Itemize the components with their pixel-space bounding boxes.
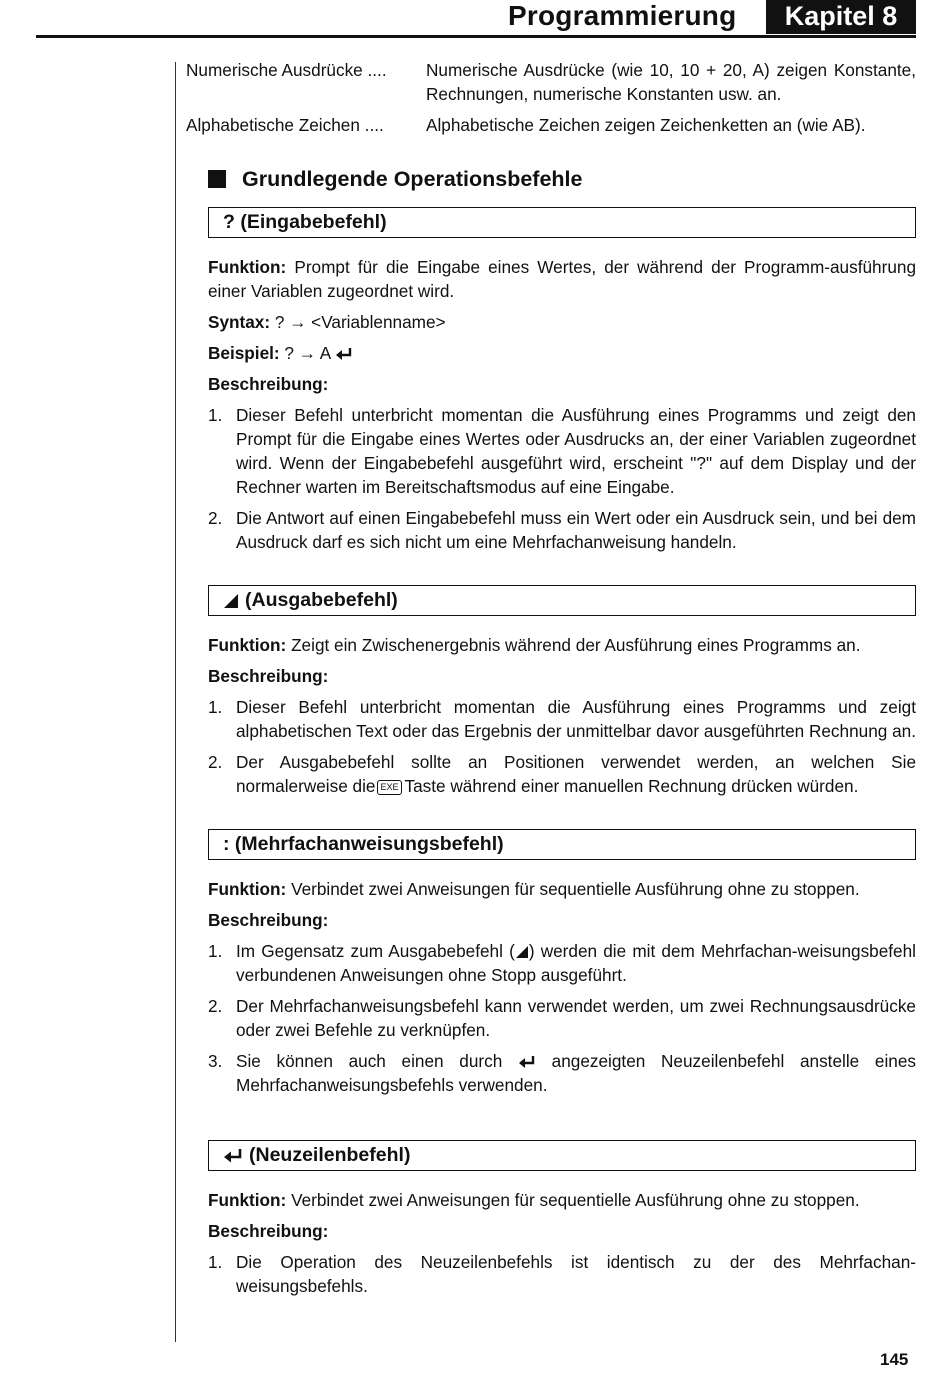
command-title-box bbox=[208, 829, 916, 860]
item-number: 1. bbox=[208, 1252, 223, 1272]
section-heading bbox=[208, 167, 916, 191]
item-text: Der Mehrfachanweisungsbefehl kann verwendet werden, um zwei Rechnungsausdrücke oder zwei Befehle zu verknüpfen. bbox=[236, 996, 916, 1040]
list-item bbox=[208, 695, 916, 743]
example-line bbox=[208, 341, 916, 365]
function-line bbox=[208, 633, 916, 657]
item-text-part: Sie können auch einen durch bbox=[236, 1051, 503, 1071]
item-number: 2. bbox=[208, 996, 223, 1016]
definition-term: Numerische Ausdrücke .... bbox=[186, 60, 387, 80]
definition-row bbox=[186, 58, 916, 106]
list-item bbox=[208, 1049, 916, 1097]
definition-desc: Numerische Ausdrücke (wie 10, 10 + 20, A) zeigen Konstante, Rechnungen, numerische Konstanten usw. an. bbox=[426, 60, 916, 104]
function-text: Verbindet zwei Anweisungen für sequentielle Ausführung ohne zu stoppen. bbox=[291, 879, 860, 899]
description-label: Beschreibung: bbox=[208, 1221, 329, 1241]
syntax-label: Syntax: bbox=[208, 312, 271, 332]
function-text: Verbindet zwei Anweisungen für sequentielle Ausführung ohne zu stoppen. bbox=[291, 1190, 860, 1210]
function-label: Funktion: bbox=[208, 879, 287, 899]
function-text: Zeigt ein Zwischenergebnis während der Ausführung eines Programms an. bbox=[291, 635, 861, 655]
function-line bbox=[208, 877, 916, 901]
list-item bbox=[208, 994, 916, 1042]
function-text: Prompt für die Eingabe eines Wertes, der während der Programm-ausführung einer Variablen zugeordnet wird. bbox=[208, 257, 916, 301]
item-text: Die Antwort auf einen Eingabebefehl muss ein Wert oder ein Ausdruck sein, und bei dem Ausdruck darf es sich nicht um eine Mehrfachanweisung handeln. bbox=[236, 508, 916, 552]
newline-return-icon bbox=[335, 347, 353, 361]
syntax-line bbox=[208, 310, 916, 334]
chapter-badge: Kapitel 8 bbox=[766, 0, 916, 34]
header-rule bbox=[36, 35, 916, 38]
header-title: Programmierung bbox=[508, 0, 737, 31]
description-label: Beschreibung: bbox=[208, 910, 329, 930]
item-number: 1. bbox=[208, 941, 223, 961]
description-list bbox=[208, 695, 916, 798]
command-title: : (Mehrfachanweisungsbefehl) bbox=[223, 833, 504, 855]
item-text: Dieser Befehl unterbricht momentan die Ausführung eines Programms und zeigt den Prompt für die Eingabe eines Wertes oder Ausdrucks an, der einer Variablen zugeordnet wird. Wenn der Eingabebefehl ausgeführt wird, erscheint "?" auf dem Display und der Rechner warten im Bereitschaftsmodus auf eine Eingabe. bbox=[236, 405, 916, 497]
square-bullet-icon bbox=[208, 170, 226, 188]
description-list bbox=[208, 1250, 916, 1298]
function-label: Funktion: bbox=[208, 635, 287, 655]
item-text bbox=[236, 939, 916, 987]
definition-row bbox=[186, 113, 916, 137]
newline-return-icon bbox=[518, 1055, 536, 1069]
list-item bbox=[208, 1250, 916, 1298]
list-item bbox=[208, 939, 916, 987]
multi-command-section bbox=[208, 829, 916, 1097]
item-text-part: Der Ausgabebefehl sollte an Positionen verwendet werden, an welchen Sie normalerweise die bbox=[236, 752, 916, 796]
item-text: Dieser Befehl unterbricht momentan die Ausführung eines Programms und zeigt alphabetischen Text oder das Ergebnis der unmittelbar davor ausgeführten Rechnung an. bbox=[236, 697, 916, 741]
exe-key-icon: EXE bbox=[377, 780, 401, 795]
command-title-box bbox=[208, 207, 916, 238]
item-text-part: Taste während einer manuellen Rechnung drücken würden. bbox=[404, 776, 859, 796]
item-text-part: angezeigten Neuzeilenbefehl anstelle eines Mehrfachanweisungsbefehls verwenden. bbox=[236, 1051, 916, 1095]
description-label: Beschreibung: bbox=[208, 666, 329, 686]
syntax-text: ? → <Variablenname> bbox=[274, 312, 446, 332]
example-label: Beispiel: bbox=[208, 343, 280, 363]
command-title: (Ausgabebefehl) bbox=[245, 589, 398, 611]
item-text bbox=[236, 750, 916, 798]
item-number: 2. bbox=[208, 508, 223, 528]
item-text: Die Operation des Neuzeilenbefehls ist identisch zu der des Mehrfachan-weisungsbefehls. bbox=[236, 1252, 916, 1296]
item-number: 1. bbox=[208, 405, 223, 425]
description-list bbox=[208, 939, 916, 1097]
output-triangle-icon bbox=[223, 593, 239, 609]
command-title: ? (Eingabebefehl) bbox=[223, 211, 387, 233]
output-command-section bbox=[208, 585, 916, 798]
list-item bbox=[208, 506, 916, 554]
input-command-section bbox=[208, 207, 916, 554]
description-label: Beschreibung: bbox=[208, 374, 329, 394]
item-text-part: Im Gegensatz zum Ausgabebefehl ( bbox=[236, 941, 515, 961]
list-item bbox=[208, 750, 916, 798]
item-number: 1. bbox=[208, 697, 223, 717]
newline-return-icon bbox=[223, 1148, 243, 1163]
page-number: 145 bbox=[880, 1350, 909, 1369]
intro-definitions bbox=[186, 58, 916, 137]
function-label: Funktion: bbox=[208, 1190, 287, 1210]
item-number: 2. bbox=[208, 752, 223, 772]
section-heading-text: Grundlegende Operationsbefehle bbox=[242, 167, 583, 191]
newline-command-section bbox=[208, 1140, 916, 1298]
definition-term: Alphabetische Zeichen .... bbox=[186, 115, 384, 135]
function-line bbox=[208, 255, 916, 303]
command-title-box bbox=[208, 1140, 916, 1171]
output-triangle-icon bbox=[515, 945, 529, 959]
margin-rule bbox=[175, 62, 176, 1342]
definition-desc: Alphabetische Zeichen zeigen Zeichenketten an (wie AB). bbox=[426, 115, 866, 135]
function-line bbox=[208, 1188, 916, 1212]
page-content bbox=[186, 58, 916, 1305]
command-title-box bbox=[208, 585, 916, 616]
list-item bbox=[208, 403, 916, 499]
example-text: ? → A bbox=[284, 343, 331, 363]
function-label: Funktion: bbox=[208, 257, 287, 277]
description-list bbox=[208, 403, 916, 554]
item-number: 3. bbox=[208, 1051, 223, 1071]
item-text bbox=[236, 1049, 916, 1097]
command-title: (Neuzeilenbefehl) bbox=[249, 1144, 411, 1166]
item-text-part: ) werden die mit dem Mehrfachan-weisungsbefehl verbundenen Anweisungen ohne Stopp ausgeführt. bbox=[236, 941, 916, 985]
